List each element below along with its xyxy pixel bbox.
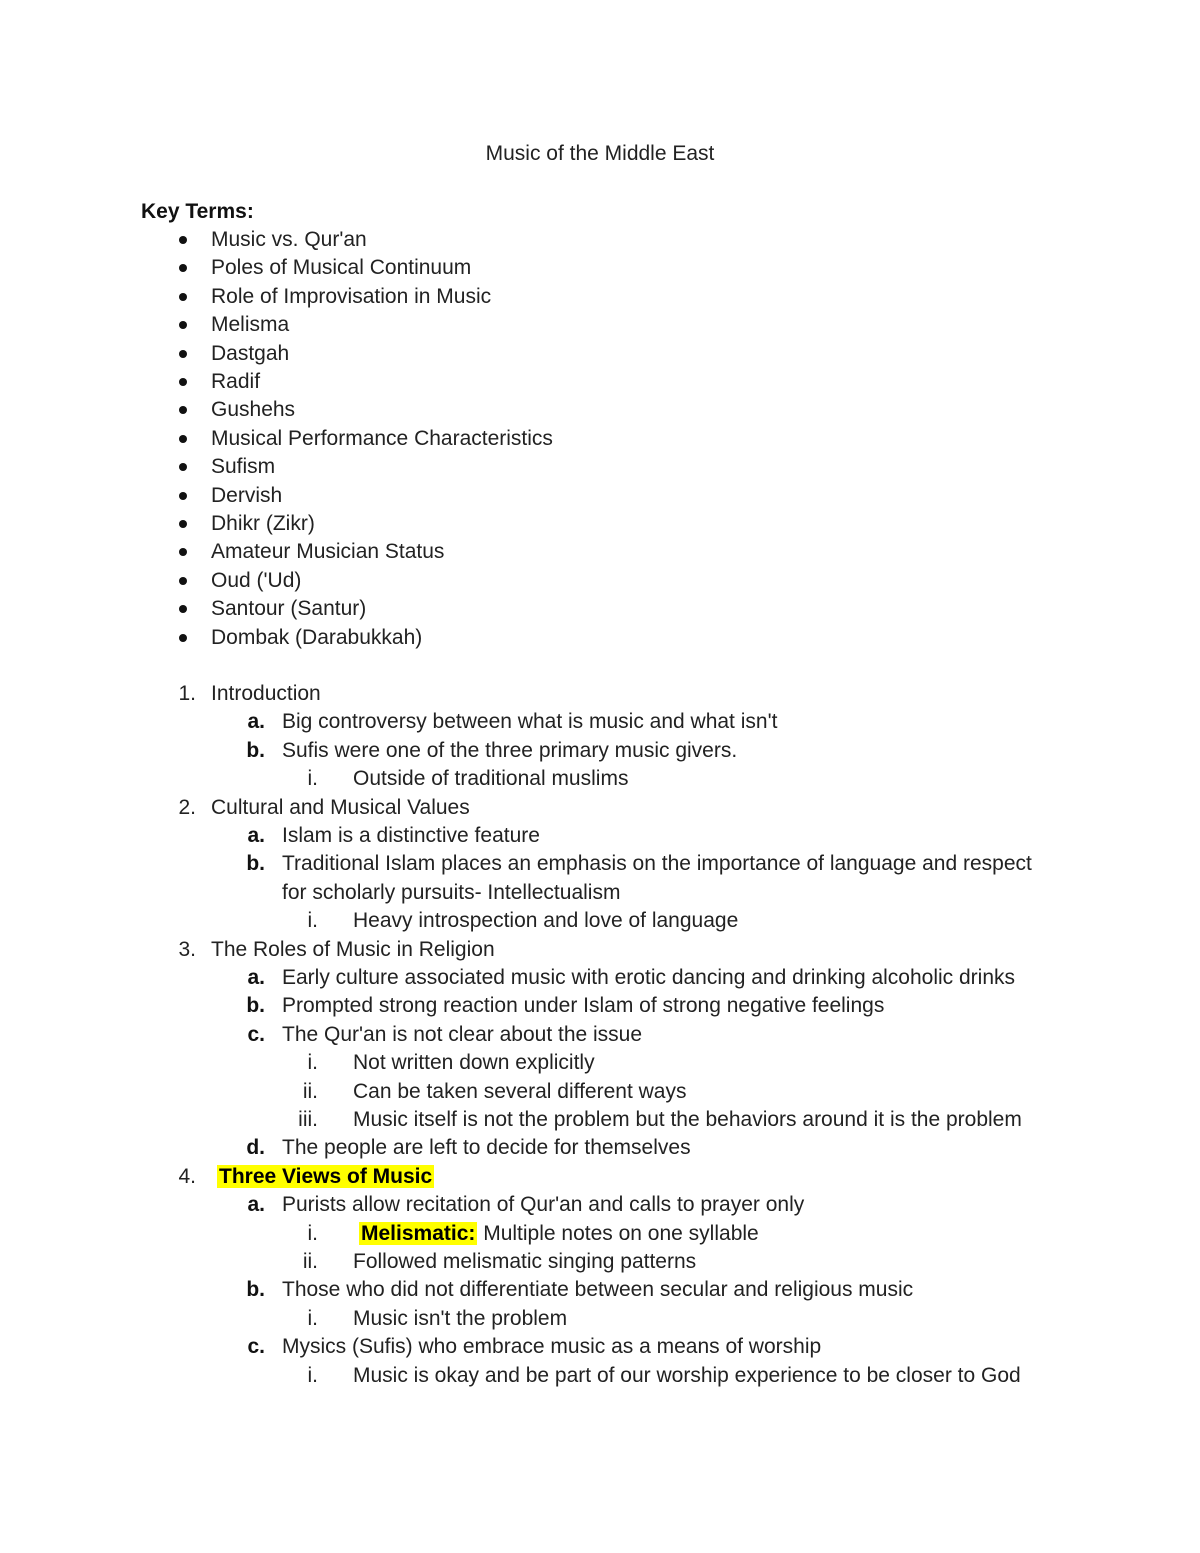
bullet-icon [179,350,187,358]
outline-item-level-2 [282,1191,804,1219]
outline-text: Followed melismatic singing patterns [353,1250,697,1273]
outline-marker: b. [246,1278,265,1302]
outline-marker: ii. [302,1079,318,1103]
outline-item-level-2 [282,737,737,765]
outline-text: Music is okay and be part of our worship experience to be closer to God [353,1363,1021,1387]
outline-marker: iii. [298,1108,318,1131]
key-term-item: Music vs. Qur'an [211,228,367,251]
highlighted-text: Melismatic: [361,1221,476,1245]
outline-marker: c. [247,1022,265,1046]
outline-item-level-3 [353,1362,1021,1390]
document-title: Music of the Middle East [485,142,715,165]
outline-text: Multiple notes on one syllable [477,1221,759,1245]
outline-text: The people are left to decide for themselves [282,1136,691,1160]
outline-item-level-3 [353,1049,595,1077]
outline-marker: 4. [178,1164,196,1188]
outline-item-level-2 [282,1021,642,1049]
key-term-item: Gushehs [211,398,296,422]
outline-text: Can be taken several different ways [353,1079,687,1103]
outline-item-level-2 [282,964,1015,992]
outline-text: Heavy introspection and love of language [353,909,739,933]
outline-text: Purists allow recitation of Qur'an and calls to prayer only [282,1193,805,1217]
key-term-item: Dervish [211,483,283,507]
bullet-icon [179,293,187,301]
outline-text: Mysics (Sufis) who embrace music as a means of worship [282,1335,822,1359]
outline-marker: b. [246,994,265,1018]
bullet-icon [179,463,187,471]
outline-text: The Qur'an is not clear about the issue [282,1022,643,1046]
outline-marker: ii. [302,1250,318,1273]
outline-item-level-2 [282,708,777,736]
outline-marker: a. [247,824,265,847]
outline-text: Prompted strong reaction under Islam of strong negative feelings [282,994,885,1018]
outline-marker: a. [247,966,265,989]
outline-item-level-1 [211,936,495,964]
key-term-item: Role of Improvisation in Music [211,284,492,308]
outline-item-level-1 [211,794,470,822]
key-term-item: Poles of Musical Continuum [211,256,472,280]
outline-item-level-3 [353,1106,1022,1134]
key-terms-heading: Key Terms: [141,200,254,223]
key-term-item: Dombak (Darabukkah) [211,625,423,649]
outline-text: Early culture associated music with erotic dancing and drinking alcoholic drinks [282,966,1016,989]
outline-marker: a. [247,710,265,734]
highlighted-text: Three Views of Music [219,1164,433,1188]
key-term-item: Amateur Musician Status [211,540,445,564]
outline-item-level-1 [217,1163,434,1191]
outline-text: Not written down explicitly [353,1051,595,1075]
outline-marker: 2. [178,795,196,819]
outline-item-level-3 [359,1220,759,1248]
outline-text: Music itself is not the problem but the behaviors around it is the problem [353,1108,1022,1131]
outline-marker: i. [307,1051,318,1075]
outline-item-level-2 [282,1276,913,1304]
outline-marker: 3. [178,937,196,961]
outline-text: Big controversy between what is music and what isn't [282,710,778,734]
key-term-item: Melisma [211,313,290,337]
outline-item-level-3 [353,1305,567,1333]
outline-item-level-2 [282,1134,691,1162]
bullet-icon [179,548,187,556]
outline-marker: i. [307,767,318,791]
outline-text: Islam is a distinctive feature [282,824,540,847]
bullet-icon [179,435,187,443]
outline-item-level-3 [353,1248,696,1276]
key-term-item: Musical Performance Characteristics [211,426,553,450]
key-term-item: Dastgah [211,341,290,365]
bullet-icon [179,520,187,528]
bullet-icon [179,605,187,613]
outline-marker: i. [307,909,318,933]
outline-marker: 1. [178,682,196,705]
bullet-icon [179,321,187,329]
outline-text: Sufis were one of the three primary music givers. [282,738,738,762]
outline-item-level-3 [353,765,628,793]
bullet-icon [179,236,187,244]
outline-text: Outside of traditional muslims [353,767,629,791]
key-term-item: Dhikr (Zikr) [211,512,315,535]
bullet-icon [179,634,187,642]
outline-item-level-3 [353,1078,686,1106]
outline-text: Cultural and Musical Values [211,795,470,819]
key-term-item: Oud ('Ud) [211,568,302,592]
bullet-icon [179,378,187,386]
bullet-icon [179,406,187,414]
outline-marker: a. [247,1193,265,1217]
outline-text: Those who did not differentiate between secular and religious music [282,1278,914,1302]
outline-text: for scholarly pursuits- Intellectualism [282,880,621,904]
outline-text: Music isn't the problem [353,1306,568,1330]
outline-marker: b. [246,852,265,876]
outline-text: The Roles of Music in Religion [211,937,495,961]
outline-marker: b. [246,738,265,762]
outline-item-level-1 [211,680,321,708]
key-term-item: Sufism [211,455,276,479]
outline-item-level-2 [282,1333,821,1361]
outline-marker: c. [247,1335,265,1359]
outline-marker: i. [307,1221,318,1245]
outline-marker: i. [307,1306,318,1330]
outline-item-level-3 [353,907,738,935]
outline-marker: i. [307,1363,318,1387]
outline-item-level-2 [282,879,620,907]
bullet-icon [179,264,187,272]
outline-item-level-2 [282,850,1032,878]
outline-text: Introduction [211,682,321,705]
outline-marker: d. [246,1136,265,1160]
bullet-icon [179,492,187,500]
key-term-item: Santour (Santur) [211,597,367,621]
outline-text: Traditional Islam places an emphasis on the importance of language and respect [282,852,1032,876]
key-term-item: Radif [211,370,261,393]
outline-item-level-2 [282,992,884,1020]
bullet-icon [179,577,187,585]
outline-item-level-2 [282,822,540,850]
